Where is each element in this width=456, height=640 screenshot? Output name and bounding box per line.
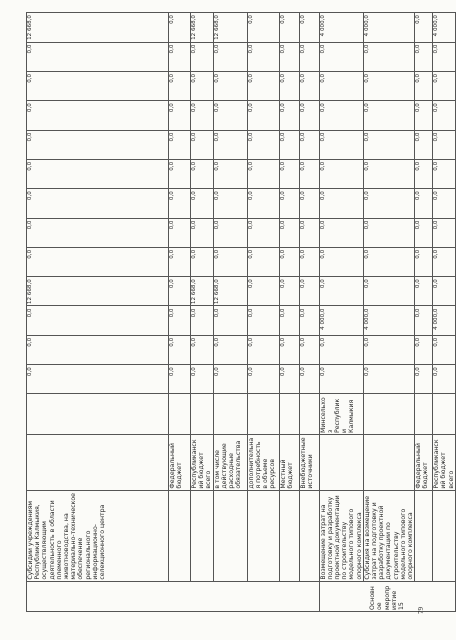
value-cell: 0,0: [299, 13, 319, 43]
value-cell: 0,0: [213, 130, 247, 159]
value-cell: 0,0: [299, 277, 319, 306]
value-cell: 0,0: [191, 365, 214, 394]
value-cell: 0,0: [433, 130, 456, 159]
value-cell: 0,0: [213, 335, 247, 364]
value-cell: 0,0: [415, 71, 433, 100]
source-cell: Внебюджетные источники: [299, 434, 319, 490]
value-cell: 0,0: [191, 159, 214, 188]
source-cell: Федеральный бюджет: [415, 434, 433, 490]
value-cell: 0,0: [247, 335, 279, 364]
value-cell: 0,0: [319, 365, 363, 394]
value-cell: 0,0: [319, 130, 363, 159]
description-cell: [299, 490, 319, 581]
value-cell: 0,0: [363, 335, 414, 364]
value-cell: 0,0: [213, 71, 247, 100]
value-cell: 0,0: [299, 159, 319, 188]
description-cell: [213, 490, 247, 581]
value-cell: 0,0: [433, 365, 456, 394]
source-cell: в том числе действующие расходные обязательства: [213, 434, 247, 490]
executor-cell: [213, 394, 247, 434]
value-cell: 0,0: [169, 365, 191, 394]
value-cell: 0,0: [169, 13, 191, 43]
source-cell: [27, 434, 169, 490]
table-row: [213, 13, 247, 612]
description-cell: Субсидии учреждениям Республики Калмыкия, осуществляющим деятельность в области племенного животноводства, на материально-техническое обеспечение регионального информационно-селекционного центра: [27, 490, 169, 581]
value-cell: 0,0: [319, 189, 363, 218]
value-cell: 0,0: [27, 159, 169, 188]
value-cell: 12 668,0: [27, 13, 169, 43]
value-cell: 0,0: [213, 42, 247, 71]
value-cell: 0,0: [247, 159, 279, 188]
value-cell: 0,0: [27, 306, 169, 335]
source-cell: Федеральный бюджет: [169, 434, 191, 490]
value-cell: 0,0: [415, 101, 433, 130]
value-cell: 0,0: [27, 365, 169, 394]
value-cell: 0,0: [415, 277, 433, 306]
value-cell: 0,0: [279, 247, 299, 276]
table-row: [247, 13, 279, 612]
value-cell: 0,0: [299, 306, 319, 335]
value-cell: 0,0: [27, 189, 169, 218]
value-cell: 12 668,0: [213, 13, 247, 43]
value-cell: 0,0: [319, 71, 363, 100]
value-cell: 0,0: [363, 218, 414, 247]
value-cell: 0,0: [169, 306, 191, 335]
value-cell: 0,0: [299, 335, 319, 364]
value-cell: 0,0: [27, 218, 169, 247]
executor-cell: [191, 394, 214, 434]
value-cell: 0,0: [191, 247, 214, 276]
value-cell: 0,0: [299, 247, 319, 276]
value-cell: 0,0: [279, 159, 299, 188]
description-cell: Субсидия на возмещение затрат на подготовку и разработку проектной документации по строительству модельного типового опорного комплекса: [363, 490, 414, 581]
table-row: [279, 13, 299, 612]
value-cell: 0,0: [415, 42, 433, 71]
value-cell: 0,0: [169, 218, 191, 247]
value-cell: 0,0: [433, 218, 456, 247]
value-cell: 0,0: [299, 218, 319, 247]
value-cell: 0,0: [247, 189, 279, 218]
value-cell: 12 668,0: [213, 277, 247, 306]
value-cell: 0,0: [415, 130, 433, 159]
value-cell: 0,0: [433, 277, 456, 306]
value-cell: 0,0: [191, 71, 214, 100]
value-cell: 0,0: [415, 335, 433, 364]
page-number: 79: [417, 607, 425, 614]
value-cell: 0,0: [279, 335, 299, 364]
value-cell: 0,0: [319, 101, 363, 130]
value-cell: 0,0: [27, 71, 169, 100]
value-cell: 0,0: [299, 189, 319, 218]
table-body: [27, 13, 456, 612]
value-cell: 0,0: [363, 159, 414, 188]
value-cell: 0,0: [279, 101, 299, 130]
source-cell: [363, 434, 414, 490]
rotated-page: [26, 12, 455, 612]
value-cell: 0,0: [169, 42, 191, 71]
source-cell: [319, 434, 363, 490]
value-cell: 0,0: [363, 101, 414, 130]
table-row: [191, 13, 214, 612]
source-cell: Республиканский бюджет всего: [433, 434, 456, 490]
table-row: [433, 13, 456, 612]
value-cell: 0,0: [363, 277, 414, 306]
description-cell: [279, 490, 299, 581]
value-cell: 0,0: [169, 335, 191, 364]
main-activity-cell: Основное мероприятие 15: [319, 581, 455, 611]
description-cell: [433, 490, 456, 581]
table-row: [415, 13, 433, 612]
table-row: [169, 13, 191, 612]
value-cell: 0,0: [279, 71, 299, 100]
source-cell: Местный бюджет: [279, 434, 299, 490]
value-cell: 0,0: [247, 306, 279, 335]
source-cell: дополнительная потребность в объеме ресурсов: [247, 434, 279, 490]
executor-cell: Минсельхоз Республики Калмыкия: [319, 394, 363, 434]
value-cell: 0,0: [191, 335, 214, 364]
value-cell: 0,0: [247, 101, 279, 130]
value-cell: 0,0: [319, 277, 363, 306]
description-cell: [169, 490, 191, 581]
value-cell: 0,0: [433, 101, 456, 130]
value-cell: 0,0: [433, 71, 456, 100]
value-cell: 4 000,0: [363, 13, 414, 43]
value-cell: 0,0: [279, 189, 299, 218]
table-row: [27, 13, 169, 612]
description-cell: [191, 490, 214, 581]
value-cell: 0,0: [247, 13, 279, 43]
value-cell: 0,0: [279, 42, 299, 71]
value-cell: 0,0: [415, 247, 433, 276]
table-row: [363, 13, 414, 612]
value-cell: 0,0: [319, 218, 363, 247]
value-cell: 0,0: [191, 306, 214, 335]
value-cell: 0,0: [415, 13, 433, 43]
value-cell: 0,0: [319, 247, 363, 276]
executor-cell: [247, 394, 279, 434]
value-cell: 0,0: [363, 365, 414, 394]
value-cell: 0,0: [363, 71, 414, 100]
value-cell: 0,0: [415, 189, 433, 218]
value-cell: 0,0: [299, 365, 319, 394]
value-cell: 0,0: [415, 218, 433, 247]
executor-cell: [363, 394, 414, 434]
value-cell: 4 000,0: [319, 306, 363, 335]
value-cell: 0,0: [27, 101, 169, 130]
executor-cell: [433, 394, 456, 434]
table-row: [319, 13, 363, 612]
value-cell: 0,0: [247, 130, 279, 159]
value-cell: 0,0: [363, 189, 414, 218]
blank-cell: [27, 581, 320, 611]
value-cell: 0,0: [247, 218, 279, 247]
value-cell: 0,0: [169, 247, 191, 276]
value-cell: 4 000,0: [433, 13, 456, 43]
value-cell: 0,0: [299, 101, 319, 130]
value-cell: 0,0: [169, 130, 191, 159]
executor-cell: [27, 394, 169, 434]
value-cell: 0,0: [213, 189, 247, 218]
value-cell: 0,0: [363, 247, 414, 276]
value-cell: 0,0: [247, 42, 279, 71]
value-cell: 0,0: [279, 306, 299, 335]
description-cell: [247, 490, 279, 581]
executor-cell: [279, 394, 299, 434]
value-cell: 0,0: [247, 247, 279, 276]
value-cell: 0,0: [213, 365, 247, 394]
value-cell: 0,0: [279, 365, 299, 394]
value-cell: 0,0: [191, 189, 214, 218]
value-cell: 0,0: [363, 42, 414, 71]
executor-cell: [299, 394, 319, 434]
value-cell: 0,0: [299, 42, 319, 71]
value-cell: 0,0: [169, 159, 191, 188]
description-cell: [415, 490, 433, 581]
description-cell: Возмещение затрат на подготовку и разработку проектной документации по строительству модельного типового опорного комплекса: [319, 490, 363, 581]
value-cell: 0,0: [169, 101, 191, 130]
value-cell: 0,0: [27, 42, 169, 71]
source-cell: Республиканский бюджет всего: [191, 434, 214, 490]
value-cell: 12 668,0: [191, 277, 214, 306]
value-cell: 0,0: [191, 42, 214, 71]
value-cell: 0,0: [279, 277, 299, 306]
value-cell: 0,0: [27, 247, 169, 276]
value-cell: 0,0: [213, 218, 247, 247]
value-cell: 0,0: [279, 13, 299, 43]
value-cell: 0,0: [213, 159, 247, 188]
value-cell: 4 000,0: [433, 306, 456, 335]
value-cell: 12 668,0: [191, 13, 214, 43]
value-cell: 0,0: [433, 335, 456, 364]
value-cell: 0,0: [415, 306, 433, 335]
value-cell: 0,0: [191, 218, 214, 247]
value-cell: 4 000,0: [363, 306, 414, 335]
value-cell: 0,0: [299, 130, 319, 159]
value-cell: 0,0: [213, 247, 247, 276]
value-cell: 12 668,0: [27, 277, 169, 306]
value-cell: 4 000,0: [319, 13, 363, 43]
value-cell: 0,0: [299, 71, 319, 100]
value-cell: 0,0: [433, 247, 456, 276]
value-cell: 0,0: [169, 277, 191, 306]
value-cell: 0,0: [363, 130, 414, 159]
budget-table: [26, 12, 456, 612]
value-cell: 0,0: [27, 335, 169, 364]
value-cell: 0,0: [169, 71, 191, 100]
table-row: [299, 13, 319, 612]
value-cell: 0,0: [247, 71, 279, 100]
executor-cell: [169, 394, 191, 434]
value-cell: 0,0: [27, 130, 169, 159]
value-cell: 0,0: [279, 130, 299, 159]
value-cell: 0,0: [433, 189, 456, 218]
value-cell: 0,0: [433, 42, 456, 71]
value-cell: 0,0: [319, 159, 363, 188]
value-cell: 0,0: [415, 159, 433, 188]
value-cell: 0,0: [415, 365, 433, 394]
value-cell: 0,0: [169, 189, 191, 218]
value-cell: 0,0: [213, 101, 247, 130]
value-cell: 0,0: [279, 218, 299, 247]
executor-cell: [415, 394, 433, 434]
value-cell: 0,0: [319, 335, 363, 364]
value-cell: 0,0: [433, 159, 456, 188]
value-cell: 0,0: [191, 101, 214, 130]
value-cell: 0,0: [247, 277, 279, 306]
value-cell: 0,0: [213, 306, 247, 335]
value-cell: 0,0: [319, 42, 363, 71]
value-cell: 0,0: [191, 130, 214, 159]
value-cell: 0,0: [247, 365, 279, 394]
